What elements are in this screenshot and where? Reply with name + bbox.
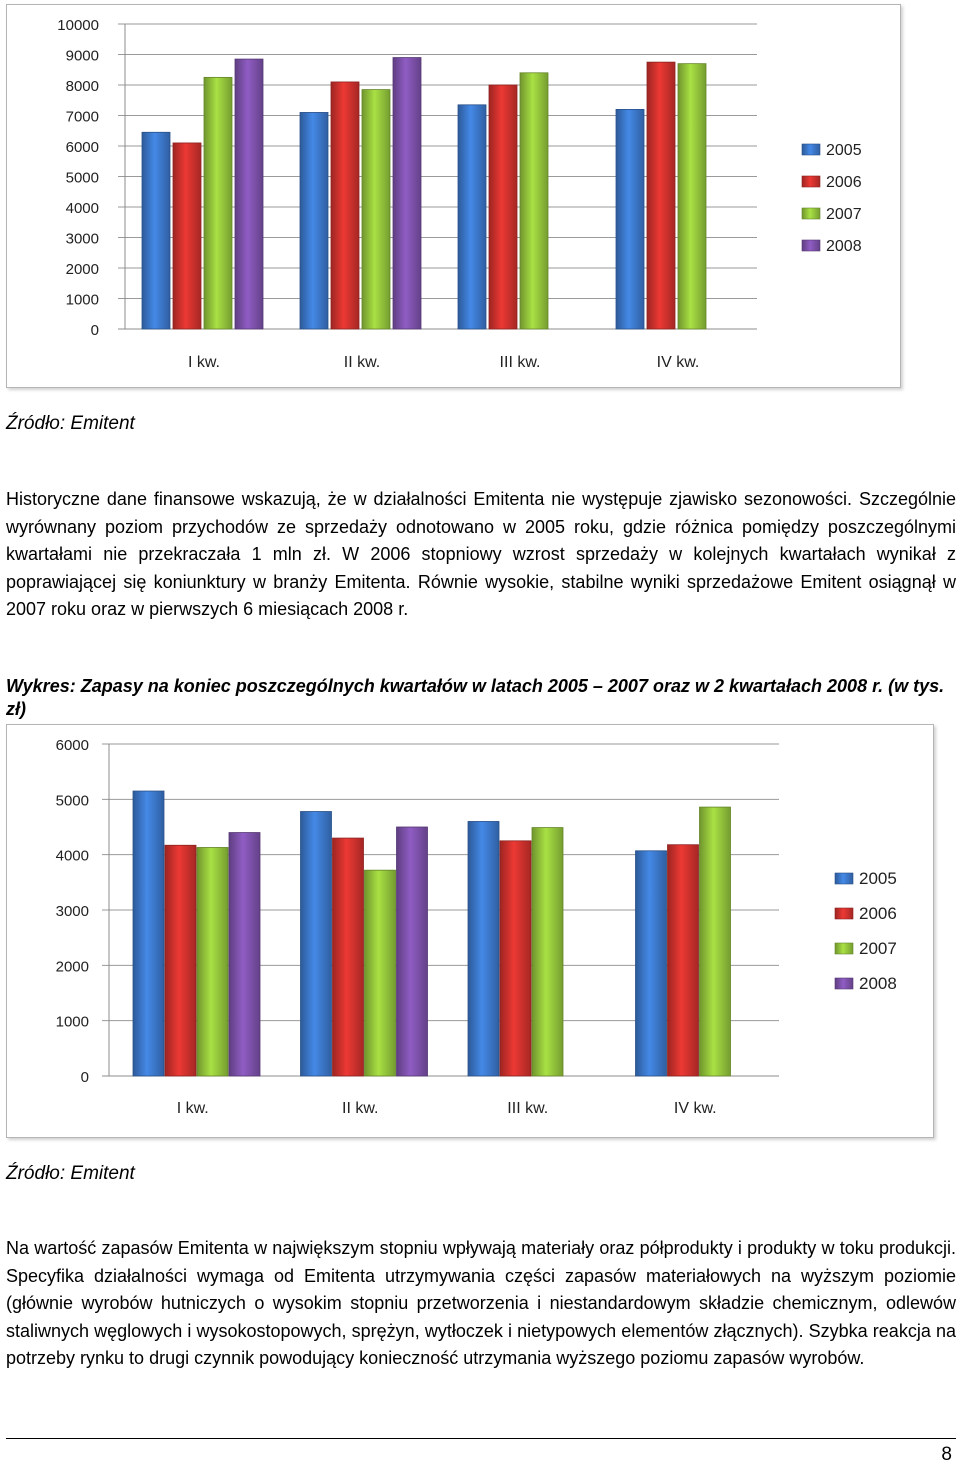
c2-legend-label: 2008 <box>859 974 897 993</box>
source-note-1: Źródło: Emitent <box>6 413 135 434</box>
c1-ytick-label: 2000 <box>65 261 99 278</box>
c1-category-label: IV kw. <box>656 354 700 371</box>
c1-bar-2007-4 <box>678 64 706 329</box>
c2-ytick-label: 2000 <box>55 958 89 976</box>
c1-bar-2008-2 <box>393 58 421 329</box>
paragraph-seasonality: Historyczne dane finansowe wskazują, że w działalności Emitenta nie występuje zjawisko sezonowości. Szczególnie wyrównany poziom przychodów ze sprzedaży odnotowano w 2005 roku, gdzie różnica pomiędzy poszczególnymi kwartałami nie przekraczała 1 mln zł. W 2006 stopniowy wzrost sprzedaży w kolejnych kwartałach wynikał z poprawiającej się koniunktury w branży Emitenta. Równie wysokie, stabilne wyniki sprzedażowe Emitent osiągnął w 2007 roku oraz w pierwszych 6 miesiącach 2008 r. <box>6 489 956 620</box>
c1-ytick-label: 10000 <box>57 17 99 34</box>
c1-bar-2006-2 <box>331 82 359 329</box>
page-number: 8 <box>941 1444 952 1465</box>
inventory-chart <box>6 724 934 1138</box>
c1-ytick-label: 7000 <box>65 108 99 126</box>
c2-legend-swatch-2005 <box>835 873 853 884</box>
c2-bar-2005-4 <box>636 851 667 1076</box>
c1-bar-2005-2 <box>300 112 328 329</box>
c1-legend-label: 2006 <box>826 174 862 191</box>
c2-ytick-label: 5000 <box>55 792 89 810</box>
c2-bar-2005-1 <box>133 791 164 1076</box>
c2-legend-swatch-2007 <box>835 943 853 954</box>
c2-legend-swatch-2008 <box>835 978 853 989</box>
c2-legend-label: 2007 <box>859 939 897 958</box>
c2-ytick-label: 6000 <box>55 737 89 754</box>
c2-category-label: III kw. <box>507 1100 549 1117</box>
inventory-chart-svg <box>7 725 933 1137</box>
chart-caption-inventory: Wykres: Zapasy na koniec poszczególnych kwartałów w latach 2005 – 2007 oraz w 2 kwartałach 2008 r. (w tys. zł) <box>6 676 945 719</box>
c1-ytick-label: 4000 <box>65 200 99 217</box>
c2-bar-2007-3 <box>532 828 563 1076</box>
footer-rule <box>6 1438 956 1439</box>
c1-legend-swatch-2006 <box>802 176 820 187</box>
c2-ytick-label: 1000 <box>55 1013 89 1031</box>
c1-bar-2006-1 <box>173 143 201 329</box>
c2-bar-2006-4 <box>668 845 699 1076</box>
c2-bar-2007-2 <box>365 870 396 1076</box>
c1-ytick-label: 8000 <box>65 78 99 95</box>
c1-bar-2008-1 <box>235 59 263 329</box>
c2-legend-label: 2005 <box>859 869 897 888</box>
c1-ytick-label: 3000 <box>65 230 99 248</box>
c1-category-label: III kw. <box>499 354 541 371</box>
c2-bar-2006-1 <box>165 845 196 1076</box>
sales-chart <box>6 4 901 388</box>
c1-ytick-label: 0 <box>90 322 99 339</box>
c1-category-label: II kw. <box>343 354 381 371</box>
c2-bar-2005-3 <box>468 821 499 1076</box>
c2-category-label: I kw. <box>176 1100 209 1117</box>
c2-ytick-label: 4000 <box>55 847 89 865</box>
c1-legend-swatch-2008 <box>802 240 820 251</box>
c1-legend-label: 2007 <box>826 206 862 223</box>
c1-legend-label: 2005 <box>826 142 862 159</box>
c2-bar-2008-2 <box>397 827 428 1076</box>
c2-legend-swatch-2006 <box>835 908 853 919</box>
c2-category-label: II kw. <box>342 1100 379 1117</box>
c1-bar-2005-1 <box>142 132 170 329</box>
c1-legend-label: 2008 <box>826 238 862 255</box>
c2-ytick-label: 0 <box>80 1069 89 1086</box>
c1-bar-2005-3 <box>458 105 486 329</box>
c2-bar-2008-1 <box>229 833 260 1076</box>
c1-category-label: I kw. <box>187 354 221 371</box>
c1-ytick-label: 1000 <box>65 291 99 309</box>
c1-bar-2006-3 <box>489 85 517 329</box>
c2-ytick-label: 3000 <box>55 903 89 920</box>
sales-chart-svg <box>7 5 900 387</box>
c2-bar-2007-1 <box>197 847 228 1076</box>
source-note-2: Źródło: Emitent <box>6 1163 135 1184</box>
c1-legend-swatch-2007 <box>802 208 820 219</box>
c1-bar-2006-4 <box>647 62 675 329</box>
c2-legend-label: 2006 <box>859 904 897 923</box>
c1-bar-2005-4 <box>616 109 644 329</box>
c2-bar-2006-2 <box>333 838 364 1076</box>
c2-bar-2005-2 <box>301 812 332 1076</box>
paragraph-inventory: Na wartość zapasów Emitenta w największym stopniu wpływają materiały oraz półprodukty i produkty w toku produkcji. Specyfika działalności wymaga od Emitenta utrzymywania części zapasów materiałowych na wyższym poziomie (głównie wyrobów hutniczych o wysokim stopniu przetworzenia i niestandardowym składzie chemicznym, odlewów staliwnych węglowych i wysokostopowych, sprężyn, wytłoczek i nietypowych elementów złącznych). Szybka reakcja na potrzeby rynku to drugi czynnik powodujący konieczność utrzymania wyższego poziomu zapasów wyrobów. <box>6 1238 956 1369</box>
c1-ytick-label: 9000 <box>65 47 99 65</box>
c1-legend-swatch-2005 <box>802 144 820 155</box>
c2-bar-2007-4 <box>700 807 731 1076</box>
c2-category-label: IV kw. <box>673 1100 717 1117</box>
c2-bar-2006-3 <box>500 841 531 1076</box>
c1-ytick-label: 6000 <box>65 139 99 156</box>
c1-ytick-label: 5000 <box>65 169 99 187</box>
c1-bar-2007-3 <box>520 73 548 329</box>
c1-bar-2007-1 <box>204 77 232 329</box>
c1-bar-2007-2 <box>362 90 390 329</box>
